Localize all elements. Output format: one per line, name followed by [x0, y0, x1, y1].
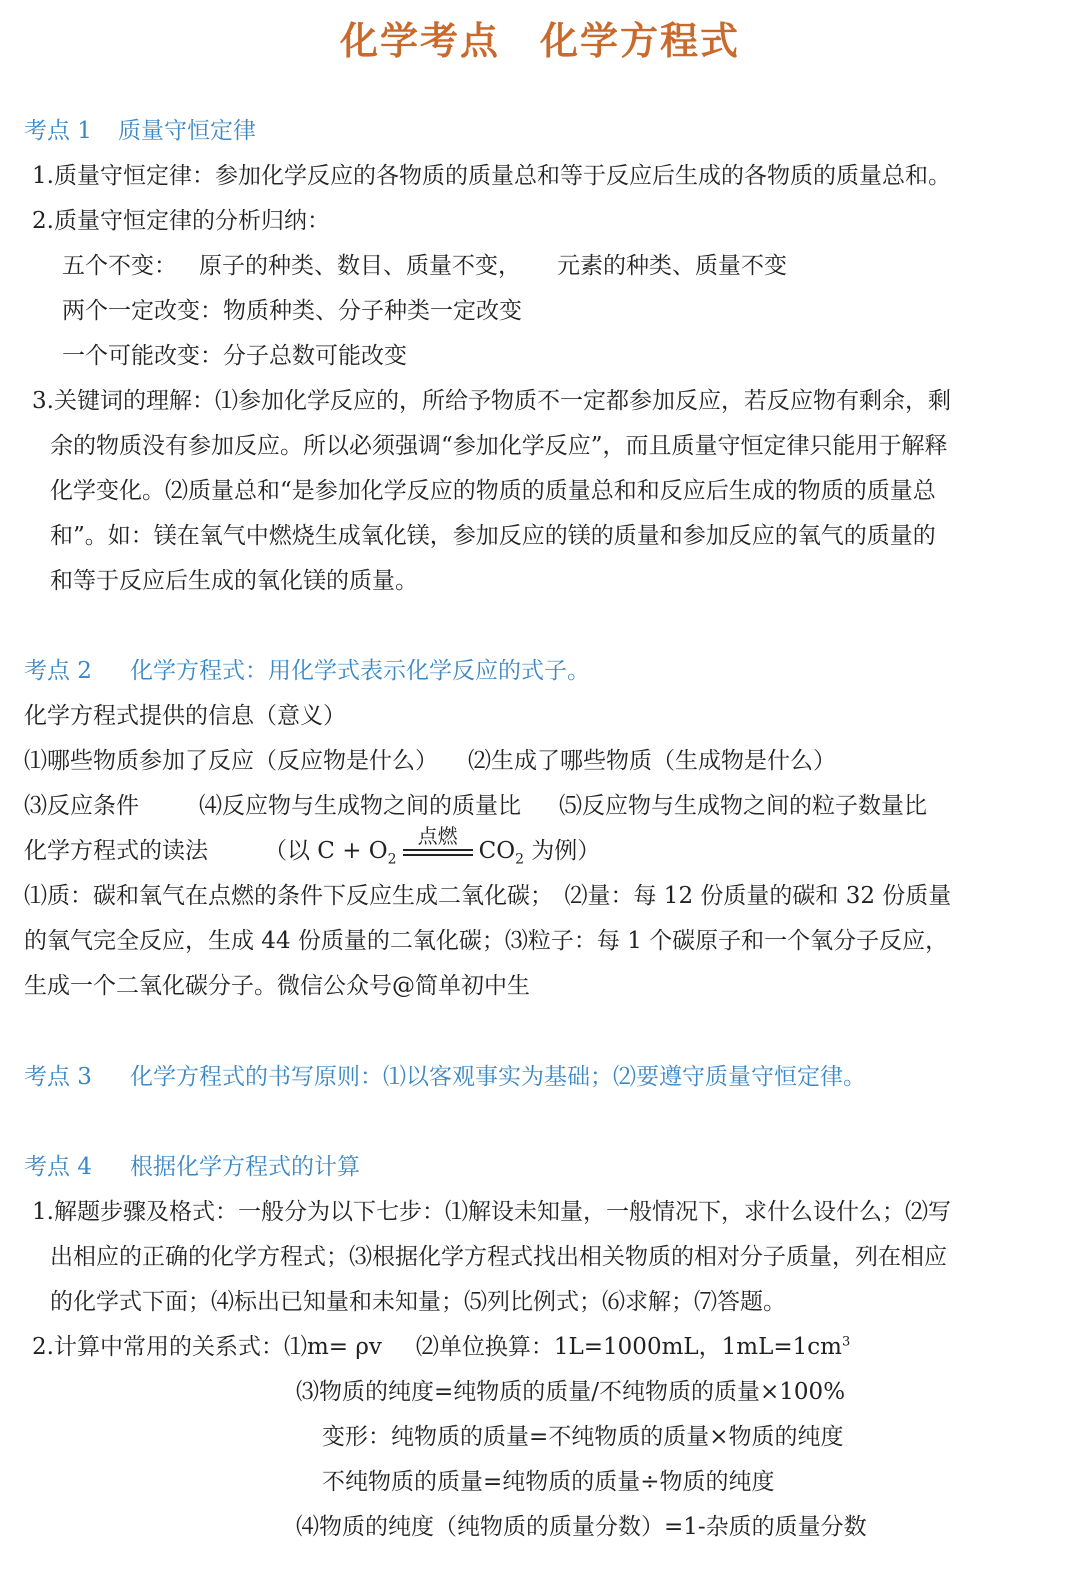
section-3-heading	[24, 1058, 866, 1091]
s1-line-4: 两个一定改变：物质种类、分子种类一定改变	[62, 298, 522, 324]
s2-line-7: 生成一个二氧化碳分子。微信公众号@简单初中生	[24, 973, 530, 999]
section-2-tag: 考点 2	[24, 658, 92, 684]
section-2-title: 化学方程式：用化学式表示化学反应的式子。	[129, 658, 590, 684]
section-4-tag: 考点 4	[24, 1154, 92, 1180]
s2-line-4	[24, 824, 601, 868]
s1-line-3	[62, 247, 787, 280]
equation-arrow	[397, 824, 479, 864]
s2-line-6: 的氧气完全反应，生成 44 份质量的二氧化碳；⑶粒子：每 1 个碳原子和一个氧分子反应，	[24, 928, 949, 954]
s1-line-3b: 原子的种类、数目、质量不变，	[199, 253, 521, 279]
section-4-title: 根据化学方程式的计算	[129, 1154, 360, 1180]
s1-line-6: 3.关键词的理解：⑴参加化学反应的，所给予物质不一定都参加反应，若反应物有剩余，剩	[32, 388, 951, 414]
equation-condition: 点燃	[417, 824, 458, 848]
equation: （以 $C + O_2$ 点燃 $CO_2$ 为例）	[264, 838, 600, 864]
s2-line-1: 化学方程式提供的信息（意义）	[24, 703, 346, 729]
s4-line-3: 的化学式下面；⑷标出已知量和未知量；⑸列比例式；⑹求解；⑺答题。	[50, 1289, 786, 1315]
s1-line-5: 一个可能改变：分子总数可能改变	[62, 343, 407, 369]
s1-line-3a: 五个不变：	[62, 253, 177, 279]
section-3-tag: 考点 3	[24, 1064, 92, 1090]
s1-line-1: 1.质量守恒定律：参加化学反应的各物质的质量总和等于反应后生成的各物质的质量总和。	[32, 163, 951, 189]
s2-line-5: ⑴质：碳和氧气在点燃的条件下反应生成二氧化碳； ⑵量：每 12 份质量的碳和 32 份质量	[24, 883, 952, 909]
s2-line-3	[24, 787, 927, 820]
page-title	[0, 10, 1080, 65]
s4-line-7: 不纯物质的质量=纯物质的质量÷物质的纯度	[322, 1469, 775, 1495]
s4-line-5: ⑶物质的纯度=纯物质的质量/不纯物质的质量×100%	[296, 1379, 846, 1405]
s4-line-4a: 2.计算中常用的关系式：⑴m= ρv	[32, 1334, 382, 1360]
s2-reading-label: 化学方程式的读法	[24, 838, 208, 864]
s2-line-2b: ⑵生成了哪些物质（生成物是什么）	[468, 748, 836, 774]
section-4-heading	[24, 1148, 360, 1181]
s1-line-7: 余的物质没有参加反应。所以必须强调“参加化学反应”，而且质量守恒定律只能用于解释	[50, 433, 948, 459]
s4-line-4b: ⑵单位换算：1L=1000mL，1mL=1cm	[415, 1334, 842, 1360]
s2-line-3b: ⑷反应物与生成物之间的质量比	[199, 793, 521, 819]
s4-line-1: 1.解题步骤及格式：一般分为以下七步：⑴解设未知量，一般情况下，求什么设什么；⑵写	[32, 1199, 951, 1225]
title-left: 化学考点	[339, 18, 500, 63]
s4-line-4	[32, 1328, 850, 1361]
s2-line-2	[24, 742, 836, 775]
s1-line-9: 和”。如：镁在氧气中燃烧生成氧化镁，参加反应的镁的质量和参加反应的氧气的质量的	[50, 523, 936, 549]
s4-line-4-sup: 3	[841, 1334, 851, 1350]
s4-line-2: 出相应的正确的化学方程式；⑶根据化学方程式找出相关物质的相对分子质量，列在相应	[50, 1244, 947, 1270]
s1-line-2: 2.质量守恒定律的分析归纳：	[32, 208, 330, 234]
s1-line-3c: 元素的种类、质量不变	[557, 253, 787, 279]
s4-line-6: 变形：纯物质的质量=不纯物质的质量×物质的纯度	[322, 1424, 844, 1450]
section-1-tag: 考点 1	[24, 118, 92, 144]
section-2-heading	[24, 652, 590, 685]
section-1-title: 质量守恒定律	[117, 118, 256, 144]
s2-line-2a: ⑴哪些物质参加了反应（反应物是什么）	[24, 748, 438, 774]
s2-line-3a: ⑶反应条件	[24, 793, 139, 819]
title-right: 化学方程式	[540, 18, 741, 63]
section-3-title: 化学方程式的书写原则：⑴以客观事实为基础；⑵要遵守质量守恒定律。	[129, 1064, 866, 1090]
s2-line-3c: ⑸反应物与生成物之间的粒子数量比	[559, 793, 927, 819]
s1-line-8: 化学变化。⑵质量总和“是参加化学反应的物质的质量总和和反应后生成的物质的质量总	[50, 478, 936, 504]
section-1-heading	[24, 112, 256, 145]
s4-line-8: ⑷物质的纯度（纯物质的质量分数）=1-杂质的质量分数	[296, 1514, 867, 1540]
s1-line-10: 和等于反应后生成的氧化镁的质量。	[50, 568, 418, 594]
